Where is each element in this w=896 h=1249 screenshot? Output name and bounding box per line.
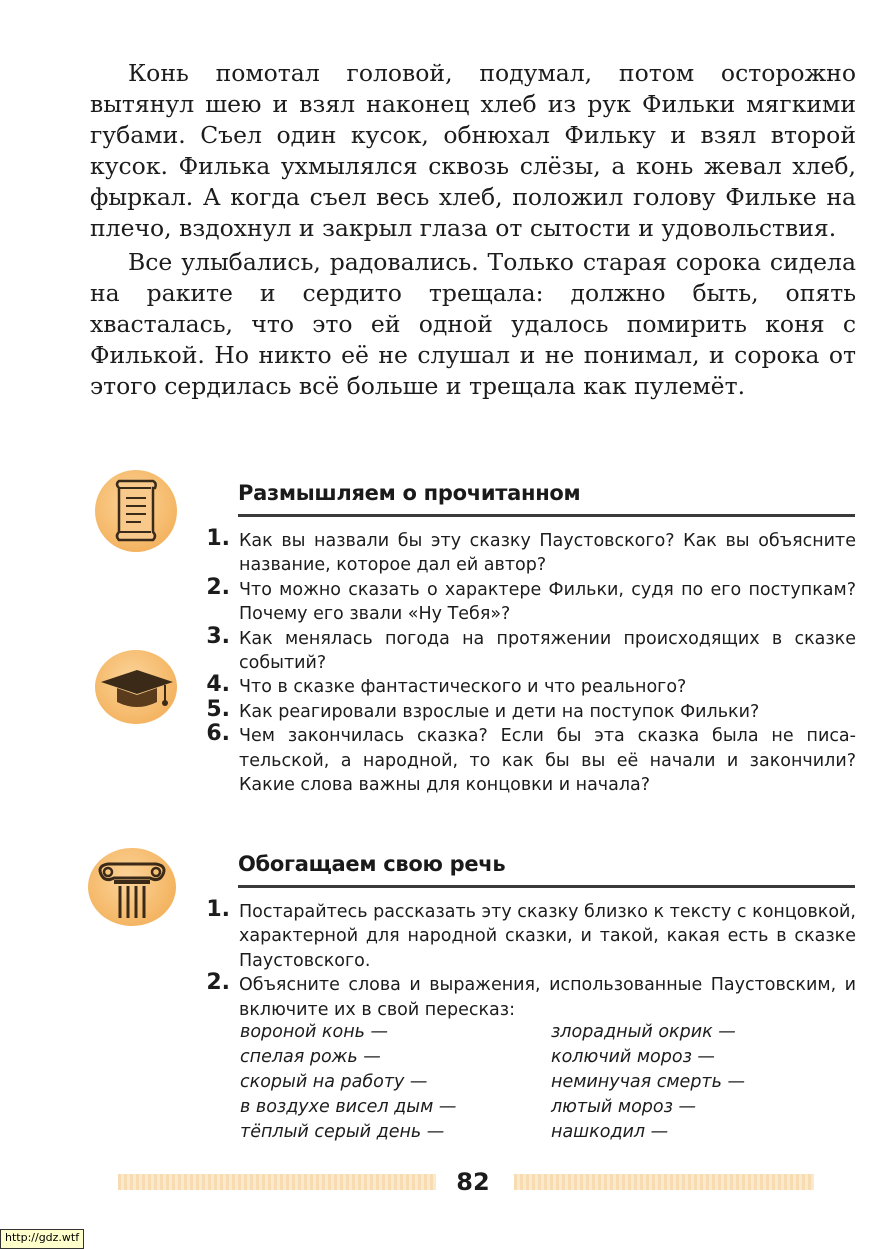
- scroll-icon: [95, 470, 177, 552]
- question-number: 1.: [206, 526, 230, 551]
- vocabulary-item: лютый мороз —: [551, 1097, 696, 1117]
- vocabulary-item: скорый на работу —: [240, 1072, 428, 1092]
- question-item: [200, 970, 856, 1022]
- watermark-link[interactable]: http://gdz.wtf: [0, 1229, 84, 1249]
- question-item: [200, 897, 856, 973]
- story-paragraph-2: Все улыбались, радовались. Только старая сорока сидела на раките и сердито трещала: должно быть, опять хвасталась, что это ей одной удалось помирить коня с Филькой. Но никто её не слушал и не понимал, и сорока от этого сердилась всё больше и трещала как пулемёт.: [90, 248, 856, 400]
- vocabulary-column-right: [551, 1020, 745, 1145]
- question-number: 1.: [206, 897, 230, 922]
- question-text: Как менялась погода на протяжении происходящих в сказке событий?: [239, 628, 856, 674]
- question-number: 4.: [206, 672, 230, 698]
- question-item: [200, 672, 856, 699]
- footer-band-right: [514, 1174, 814, 1190]
- question-text: Постарайтесь рассказать эту сказку близко к тексту с концовкой, характерной для народной сказки, и такой, какая есть в сказке Паустовского.: [239, 902, 856, 971]
- question-text: Объясните слова и выражения, использованные Паустовским, и включите их в свой пересказ:: [239, 975, 856, 1020]
- question-text: Что можно сказать о характере Фильки, судя по его поступкам? Почему его звали «Ну Тебя»?: [239, 579, 856, 625]
- question-number: 2.: [206, 574, 230, 600]
- question-text: Как реагировали взрослые и дети на поступок Фильки?: [239, 701, 760, 722]
- graduation-cap-icon: [95, 650, 177, 724]
- vocabulary-item: нашкодил —: [551, 1122, 669, 1142]
- story-paragraph-1: Конь помотал головой, подумал, потом осторожно вытянул шею и взял наконец хлеб из рук Фильки мягкими губами. Съел один кусок, обнюхал Фильку и взял второй кусок. Филька ухмылялся сквозь слёзы, а конь жевал хлеб, фыркал. А когда съел весь хлеб, положил голову Фильке на плечо, вздохнул и закрыл глаза от сытости и удовольствия.: [90, 59, 856, 242]
- question-item: [200, 721, 856, 797]
- question-item: [200, 696, 856, 724]
- question-number: 2.: [206, 970, 230, 996]
- section-title-enrich-speech: Обогащаем свою речь: [238, 852, 506, 876]
- vocabulary-item: неминучая смерть —: [551, 1072, 746, 1092]
- section-title-reflection: Размышляем о прочитанном: [238, 481, 581, 505]
- vocabulary-list: [240, 1020, 800, 1145]
- question-item: [200, 526, 856, 578]
- question-text: Что в сказке фантастического и что реального?: [239, 677, 687, 698]
- question-list-enrich-speech: [200, 897, 856, 1022]
- vocabulary-item: в воздухе висел дым —: [240, 1097, 457, 1117]
- vocabulary-item: тёплый серый день —: [240, 1122, 445, 1142]
- vocabulary-item: спелая рожь —: [240, 1047, 381, 1067]
- question-text: Чем закончилась сказка? Если бы эта сказка была не писательской, а народной, то как бы вы её начали и закончили? Какие слова важны для концовки и начала?: [239, 726, 856, 796]
- section-divider: [238, 514, 855, 517]
- vocabulary-column-left: [240, 1020, 456, 1145]
- vocabulary-item: колючий мороз —: [551, 1047, 715, 1067]
- question-number: 6.: [206, 721, 230, 747]
- vocabulary-item: вороной конь —: [240, 1022, 389, 1042]
- question-number: 5.: [206, 696, 230, 722]
- page-number: 82: [456, 1168, 490, 1196]
- question-item: [200, 574, 856, 627]
- question-item: [200, 623, 856, 676]
- story-text: [90, 58, 856, 402]
- question-list-reflection: [200, 526, 856, 797]
- question-number: 3.: [206, 623, 230, 649]
- vocabulary-item: злорадный окрик —: [551, 1022, 736, 1042]
- question-text: Как вы назвали бы эту сказку Паустовского? Как вы объясните название, которое дал ей автор?: [239, 531, 856, 576]
- footer-band-left: [118, 1174, 436, 1190]
- column-capital-icon: [88, 848, 176, 926]
- section-divider: [238, 885, 855, 888]
